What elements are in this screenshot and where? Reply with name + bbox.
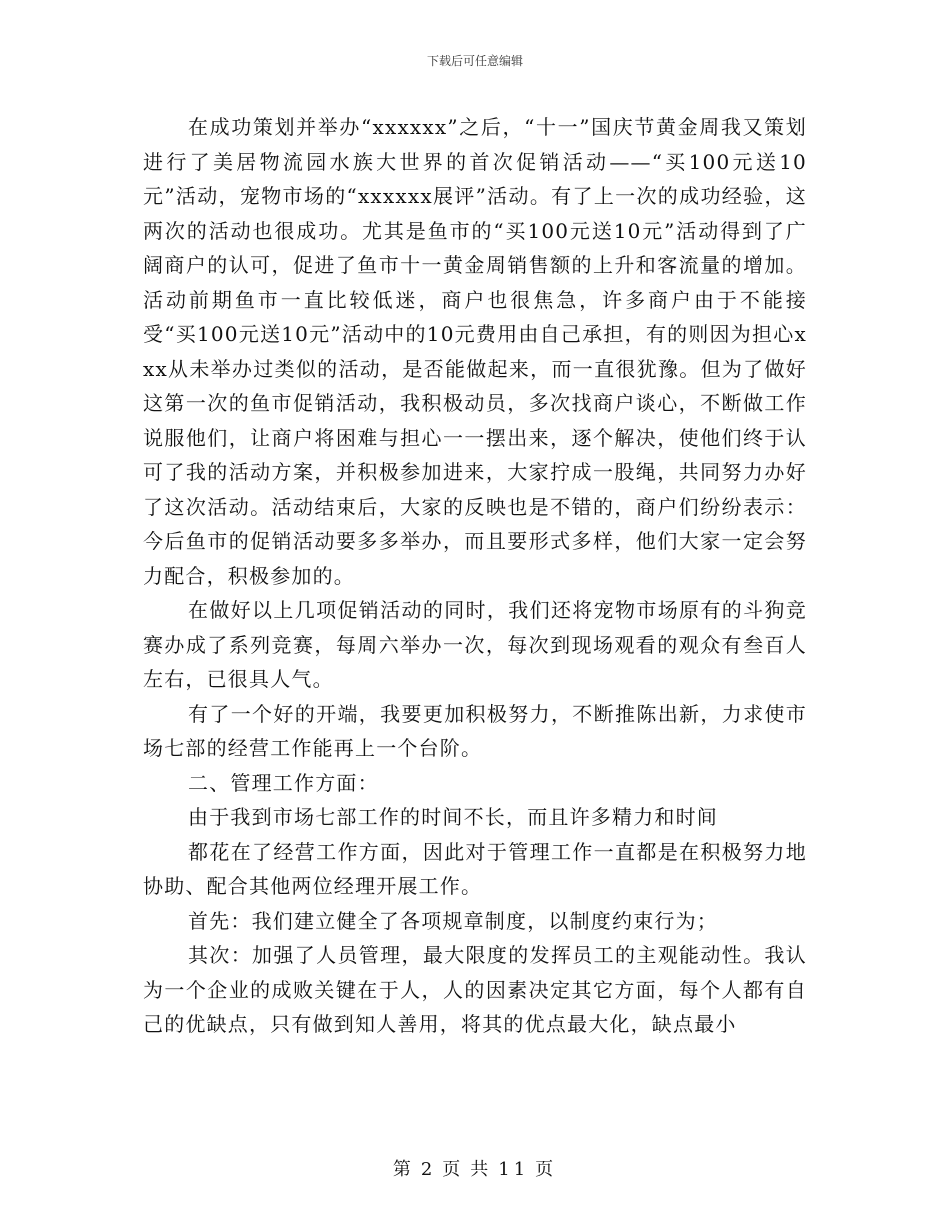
paragraph-dog-competition: 在做好以上几项促销活动的同时，我们还将宠物市场原有的斗狗竞赛办成了系列竞赛，每周六举办一次，每次到现场观看的观众有叁百人左右，已很具人气。	[143, 598, 807, 691]
footer-total-word: 共	[470, 1159, 493, 1180]
paragraph-first-rules: 首先：我们建立健全了各项规章制度，以制度约束行为；	[188, 908, 718, 933]
section-heading-management: 二、管理工作方面：	[188, 770, 379, 795]
paragraph-second-staff: 其次：加强了人员管理，最大限度的发挥员工的主观能动性。我认为一个企业的成败关键在于人，人的因素决定其它方面，每个人都有自己的优缺点，只有做到知人善用，将其的优点最大化，缺点最小	[143, 943, 807, 1036]
footer-page-word: 第	[392, 1159, 415, 1180]
footer-total-number: 11	[498, 1159, 530, 1180]
footer-page-unit: 页	[442, 1159, 465, 1180]
paragraph-good-start: 有了一个好的开端，我要更加积极努力，不断推陈出新，力求使市场七部的经营工作能再上一个台阶。	[143, 701, 807, 760]
footer-page-number: 2	[420, 1159, 437, 1180]
page-footer	[0, 1155, 950, 1181]
footer-total-unit: 页	[535, 1159, 558, 1180]
paragraph-promotion-activities: 在成功策划并举办“xxxxxx”之后，“十一”国庆节黄金周我又策划进行了美居物流园水族大世界的首次促销活动——“买100元送10元”活动，宠物市场的“xxxxxx展评”活动。有了上一次的成功经验，这两次的活动也很成功。尤其是鱼市的“买100元送10元”活动得到了广阔商户的认可，促进了鱼市十一黄金周销售额的上升和客流量的增加。活动前期鱼市一直比较低迷，商户也很焦急，许多商户由于不能接受“买100元送10元”活动中的10元费用由自己承担，有的则因为担心xxx从未举办过类似的活动，是否能做起来，而一直很犹豫。但为了做好这第一次的鱼市促销活动，我积极动员，多次找商户谈心，不断做工作说服他们，让商户将困难与担心一一摆出来，逐个解决，使他们终于认可了我的活动方案，并积极参加进来，大家拧成一股绳，共同努力办好了这次活动。活动结束后，大家的反映也是不错的，商户们纷纷表示：今后鱼市的促销活动要多多举办，而且要形式多样，他们大家一定会努力配合，积极参加的。	[143, 115, 807, 588]
paragraph-management-intro: 由于我到市场七部工作的时间不长，而且许多精力和时间	[188, 805, 718, 829]
page-header: 下载后可任意编辑	[426, 54, 523, 68]
document-body	[143, 110, 807, 1042]
paragraph-management-cooperation: 都花在了经营工作方面，因此对于管理工作一直都是在积极努力地协助、配合其他两位经理开展工作。	[143, 839, 807, 898]
